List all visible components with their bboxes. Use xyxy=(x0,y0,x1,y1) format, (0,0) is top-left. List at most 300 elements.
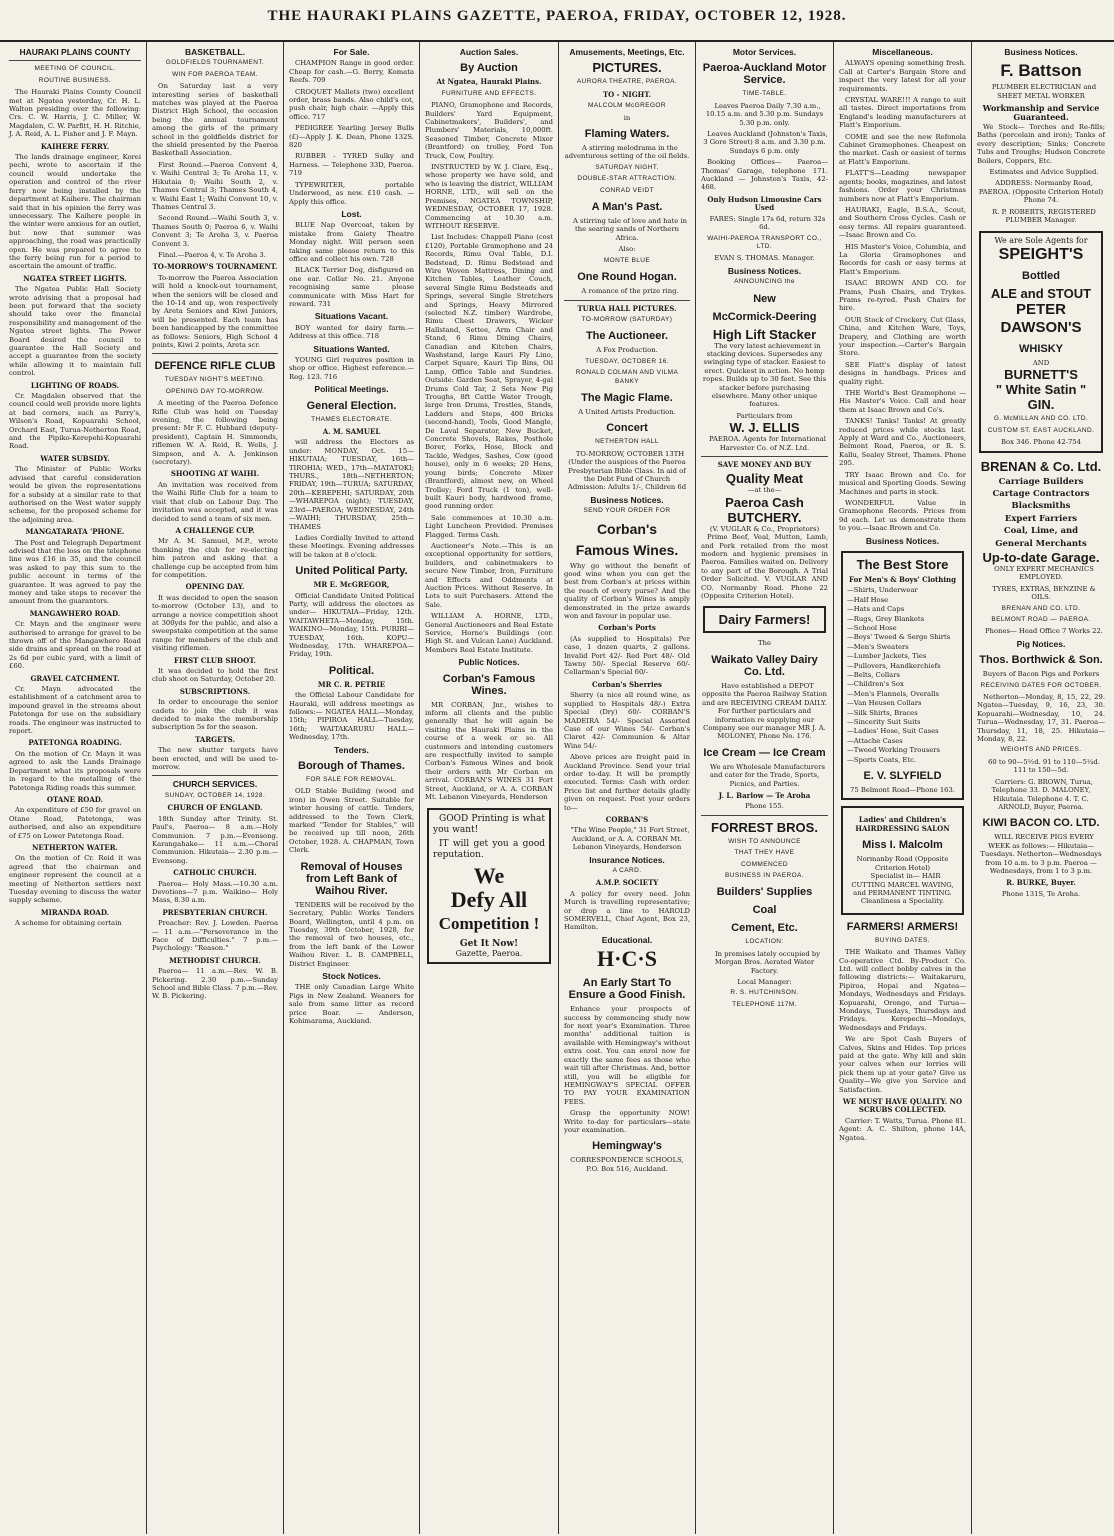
classified-ad: BOY wanted for dairy farm.— Address at this office. 718 xyxy=(289,323,414,341)
section-heading: Cartage Contractors xyxy=(992,488,1090,499)
subheading: CONRAD VEIDT xyxy=(600,186,654,194)
timetable: Leaves Auckland (Johnston's Taxis, 3 Gore Street) 8 a.m. and 3.30 p.m. Sundays 6 p.m. only xyxy=(703,130,828,155)
section-heading: At Ngatea, Hauraki Plains. xyxy=(436,77,542,87)
article-paragraph: Official Candidate United Political Party, will address the electors as under— HIKUTAIA—Friday, 12th. WAITAWHETA—Monday, 15th. WAIKINO—Monday, 15th. PURIRI—TUESDAY, 16th. KOPU—Wednesday, 17th. WHAREPOA—Friday, 19th. xyxy=(289,591,414,659)
heading: PICTURES. xyxy=(592,60,662,76)
subheading: G. McMILLAN AND CO. LTD. xyxy=(993,415,1089,423)
ad-headline: Coal xyxy=(752,904,777,917)
section-heading: J. L. Barlow — Te Aroha xyxy=(718,790,811,800)
subheading: GOLDFIELDS TOURNAMENT. xyxy=(165,59,265,67)
article-paragraph: Enhance your prospects of success by commencing study now for next year's Examination. Three months' additional tuition is available with Hemingway's without extra cost. You can enrol now for exactly the same fees as those who wait till after Christmas. And, better still, you will be eligible for HEMINGWAY'S SPECIAL OFFER TO PAY YOUR EXAMINATION FEES. xyxy=(564,1005,690,1106)
subheading: TUESDAY, OCTOBER 16. xyxy=(585,357,669,365)
heading: Paeroa-Auckland Motor Service. xyxy=(702,62,827,87)
article-paragraph: Phones— Head Office 7 Works 22. xyxy=(985,627,1103,636)
ad-text: GOOD Printing is what you want! xyxy=(433,813,545,835)
ad-headline: Paeroa Cash BUTCHERY. xyxy=(725,494,804,525)
heading: Educational. xyxy=(601,934,653,945)
ad-headline: McCormick-Deering xyxy=(712,310,817,323)
list-item: —Silk Shirts, Braces xyxy=(847,708,918,717)
divider xyxy=(701,815,828,816)
article-paragraph: Paeroa— 11 a.m.—Rev. W. B. Pickering. 2.30 p.m.—Sunday School and Bible Class. 7 p.m.—Rev. W. B. Pickering. xyxy=(152,967,278,1001)
section-heading: OTANE ROAD. xyxy=(46,794,104,804)
text: Phone 131S, Te Aroha. xyxy=(1001,889,1081,898)
subheading: LOCATION: xyxy=(745,938,784,946)
clothing-list xyxy=(847,586,958,764)
section-heading: CATHOLIC CHURCH. xyxy=(173,868,257,878)
article-paragraph: The Minister of Public Works advised that careful consideration would be given the representations for a subsidy at a similar rate to that authorised on the West water supply scheme, for the proposed scheme for the adjoining area. xyxy=(9,465,141,524)
classified-ad: ALWAYS opening something fresh. Call at Carter's Bargain Store and inspect the very latest for all your requirements. xyxy=(839,59,966,93)
section-heading: Carriage Builders xyxy=(998,476,1084,487)
section-heading: TARGETS. xyxy=(195,734,235,744)
article-paragraph: ADDRESS: Normanby Road, PAEROA. (Opposite Criterion Hotel) Phone 74. xyxy=(978,179,1104,205)
page-columns xyxy=(4,42,1110,1534)
heading: Miscellaneous. xyxy=(872,47,933,57)
heading: For Sale. xyxy=(333,47,370,57)
ad-headline: KIWI BACON CO. LTD. xyxy=(982,817,1100,830)
list-item: —Lumber Jackets, Ties xyxy=(847,652,927,661)
article-paragraph: "The Wine People," 31 Fort Street, Auckland, or A. A. CORBAN Mt. Lebanon Vineyards, Henderson xyxy=(570,826,690,852)
subheading: NETHERTON HALL xyxy=(595,438,659,446)
text: EVAN S. THOMAS. Manager. xyxy=(714,254,815,263)
article-paragraph: will address the Electors as under: MONDAY, Oct. 15—HIKUTAIA; TUESDAY, 16th—TIROHIA; WED., 17th—MATATOKI; THURS., 18th—NETHERTON; FRIDAY, 19th—TURUA; SATURDAY, 20th—KEREPEHI; SATURDAY, 20th—WHAREPOA (night); TUESDAY, 23rd—PAEROA; WEDNESDAY, 24th—WAIHI; THURSDAY, 25th—THAMES xyxy=(289,438,414,531)
subheading: WISH TO ANNOUNCE xyxy=(728,837,801,845)
section-heading: TO - NIGHT. xyxy=(602,89,652,99)
divider xyxy=(152,353,278,354)
section-heading: NETHERTON WATER. xyxy=(32,842,118,852)
classified-ad: TANKS! Tanks! Tanks! At greatly reduced prices while stocks last. Apply at Ward and Co., Auctioneers, Belmont Road, Paeroa, or R. S. Kallu, Sealey Street, Thames. Phone 295. xyxy=(839,417,966,468)
article-paragraph: Netherton—Monday, 8, 15, 22, 29. Ngatea—Tuesday, 9, 16, 23, 30. Kopuarahi—Wednesday, 10, 24. Turua—Wednesday, 17, 31. Paeroa—Thursday, 11, 18, 25. Hikutaia—Monday, 8, 22. xyxy=(977,693,1105,744)
section-heading: Blacksmiths xyxy=(1011,501,1071,512)
section-heading: WE MUST HAVE QUALITY. NO SCRUBS COLLECTED. xyxy=(842,1097,963,1115)
section-heading: PRESBYTERIAN CHURCH. xyxy=(162,907,268,917)
subheading: RONALD COLMAN AND VILMA BANKY xyxy=(575,369,679,385)
text: —at the— xyxy=(747,486,782,495)
heading: Business Notices. xyxy=(727,265,802,276)
section-heading: SAVE MONEY AND BUY xyxy=(717,460,812,469)
section-heading: CORBAN'S xyxy=(605,814,649,824)
classified-ad: BLUE Nap Overcoat, taken by mistake from Gaiety Theatre Monday night. Will person seen taking same please return to this office and collect his own. 728 xyxy=(289,221,414,263)
column-business-notices xyxy=(971,42,1110,1534)
heading: Motor Services. xyxy=(732,47,797,57)
text: Normanby Road (Opposite Criterion Hotel) xyxy=(856,855,949,872)
film-title: A Man's Past. xyxy=(591,201,663,214)
heading: Borough of Thames. xyxy=(298,760,405,773)
article-paragraph: 18th Sunday after Trinity. St. Paul's, Paeroa— 8 a.m.—Holy Communion. 7 p.m.—Evensong. Karangahake— 11 a.m.—Choral Communion. Hikutaia— 2.30 p.m.—Evensong. xyxy=(152,814,278,865)
section-heading: R. BURKE, Buyer. xyxy=(1006,878,1076,888)
section-heading: Corban's Ports xyxy=(598,623,656,633)
subheading: RECEIVING DATES FOR OCTOBER. xyxy=(980,681,1102,689)
text: Box 346. Phone 42-754 xyxy=(1001,438,1081,447)
article-paragraph: R. P. ROBERTS, REGISTERED PLUMBER Manager. xyxy=(992,207,1096,225)
text: We are Sole Agents for xyxy=(994,235,1088,245)
heading: Situations Vacant. xyxy=(314,311,389,322)
classified-ad: TRY Isaac Brown and Co. for musical and Sporting Goods. Sewing Machines and parts in stock. xyxy=(839,470,966,496)
heading: BASKETBALL. xyxy=(185,47,245,57)
subheading: AURORA THEATRE, PAEROA. xyxy=(576,78,678,86)
divider xyxy=(152,775,278,776)
list-item: —Children's Sox xyxy=(847,680,904,689)
article-paragraph: A scheme for obtaining certain xyxy=(15,919,122,928)
film-title: Flaming Waters. xyxy=(584,128,670,141)
article-paragraph: The Ngatea Public Hall Society wrote advising that a proposal had been put forward that the society should take over the financial responsibility and management of the Ngatea street lights. The Power Board desired the council to guarantee the Hall Society and accept a guarantee from the society while allowing it to maintain full control. xyxy=(9,285,141,378)
column-amusements xyxy=(558,42,695,1534)
article-paragraph: Cr. Mayn and the engineer were authorised to arrange for gravel to be thrown off of the Mangawhero Road side drains and spread on the road at 2s 6d per cubic yard, with a limit of £60. xyxy=(9,620,141,671)
list-item: —Shirts, Underwear xyxy=(847,586,918,595)
ad-headline: An Early Start To Ensure a Good Finish. xyxy=(568,977,686,1002)
classified-ad: CHAMPION Range in good order. Cheap for cash.—G. Berry, Komata Reefs. 709 xyxy=(289,59,414,85)
heading: Concert xyxy=(606,422,648,435)
article-paragraph: It was decided to hold the first club shoot on Saturday, October 20. xyxy=(152,667,278,684)
subheading: TUESDAY NIGHT'S MEETING. xyxy=(164,376,266,384)
ad-headline: Competition ! xyxy=(438,913,540,933)
text: Also: xyxy=(618,245,636,254)
ad-headline: SPEIGHT'S xyxy=(998,245,1084,263)
subheading: R. S. HUTCHINSON. xyxy=(730,989,799,997)
section-heading: TURUA HALL PICTURES. xyxy=(577,303,677,313)
liquor-ad xyxy=(979,231,1103,453)
section-heading: SUBSCRIPTIONS. xyxy=(179,686,251,696)
heading: Amusements, Meetings, Etc. xyxy=(569,47,685,57)
classified-ad: ISAAC BROWN AND CO. for Prams, Push Chairs, and Trykes. Prams re-tyred. Push Chairs for hire. xyxy=(839,279,966,313)
section-heading: CHURCH OF ENGLAND. xyxy=(167,803,263,813)
ad-headline: BURNETT'S xyxy=(1004,367,1078,383)
column-motor-services xyxy=(695,42,833,1534)
ad-headline: FARMERS! ARMERS! xyxy=(846,920,959,933)
ad-headline: Waikato Valley Dairy Co. Ltd. xyxy=(711,653,818,678)
classified-ad: COME and see the new Refonola Cabinet Gramophones. Cheapest on the market. Cash or easiest of terms at Flatt's Emporium. xyxy=(839,132,966,166)
classified-ad: CRYSTAL WARE!!! A range to suit all tastes. Direct importations from England's leading manufacturers at Flatt's Emporium. xyxy=(839,96,966,130)
price-list: Sherry (a nice all round wine, as supplied to Hospitals 48/-) Extra Special (Dry) 60/- CORBAN'S MADEIRA 54/- Special Assorted Case of our Wines 54/- Corban's Claret 42/- Communion & Altar Wine 54/- xyxy=(564,691,690,750)
subheading: ROUTINE BUSINESS. xyxy=(38,76,112,84)
ad-headline: High Lift Stacker xyxy=(712,326,817,342)
article-paragraph: 60 to 90—5½d. 91 to 110—5¼d. 111 to 150—5d. xyxy=(988,757,1100,775)
article-paragraph: In premises lately occupied by Morgan Bros. Aerated Water Factory. xyxy=(714,949,821,975)
section-heading: PATETONGA ROADING. xyxy=(28,738,122,748)
column-classifieds xyxy=(283,42,419,1534)
heading: Public Notices. xyxy=(458,657,520,668)
text: A United Artists Production. xyxy=(578,407,676,416)
subheading: OPENING DAY TO-MORROW. xyxy=(165,387,265,395)
heading: By Auction xyxy=(460,62,518,75)
heading: United Political Party. xyxy=(295,565,408,578)
list-item: —Ladies' Hose, Suit Cases xyxy=(847,727,939,736)
heading: Pig Notices. xyxy=(1016,638,1066,649)
article-paragraph: To-morrow the Paeroa Association will hold a knock-out tournament, when the seniors will be closed and the 10-14 and up, won respectively by Areta Seniors and Kiwi Juniors, will be presented. Each team has been handicapped by the committee as follows: Seniors, High School 4 points, Kiwi 2 points, Areta scr. xyxy=(152,273,278,349)
subheading: MONTE BLUE xyxy=(603,256,651,264)
ad-headline: W. J. ELLIS xyxy=(729,420,800,436)
candidate-name: MR E. McGREGOR, xyxy=(313,580,390,590)
ad-headline: Quality Meat xyxy=(725,471,804,487)
article-paragraph: Booking Offices— Paeroa—Thomas' Garage, telephone 171. Auckland — Johnston's Taxis, 42-468. xyxy=(701,158,828,192)
subheading: MALCOLM McGREGOR xyxy=(588,102,666,110)
section-heading: LIGHTING OF ROADS. xyxy=(30,380,120,390)
article-paragraph: Preacher: Rev. J. Lowden. Paeroa— 11 a.m.—"Perseverance in the Face of Difficulties." 7 p.m.—Psychology: "Reason." xyxy=(152,919,278,953)
subheading: ANNOUNCING the xyxy=(734,278,795,286)
subheading: FURNITURE AND EFFECTS. xyxy=(441,89,537,97)
heading: Business Notices. xyxy=(1004,47,1078,57)
article-paragraph: Estimates and Advice Supplied. xyxy=(989,168,1099,177)
hairdressing-ad xyxy=(841,806,964,914)
ad-headline: New xyxy=(753,292,776,305)
article-paragraph: FARES: Single 17s 6d, return 32s 6d. xyxy=(709,214,826,232)
price-list: (As supplied to Hospitals) Per case, 1 dozen quarts, 2 gallons. Invalid Port 42/- Red Port 48/- Old Tawny 50/- Special Reserve 60/- Cellarman's Special 60/- xyxy=(564,634,690,677)
section-heading: General Merchants xyxy=(995,538,1087,549)
subheading: MEETING OF COUNCIL. xyxy=(34,65,116,73)
article-paragraph: Sale commences at 10.30 a.m. Light Luncheon Provided. Premises Flagged. Terms Cash. xyxy=(425,513,553,539)
classified-ad: HAURAKI, Eagle, B.S.A., Scout, and Southern Cross Cycles. Cash or easy terms. All repairs guaranteed.—Isaac Brown and Co. xyxy=(839,205,966,240)
section-heading: OPENING DAY. xyxy=(185,582,245,592)
ad-headline: GIN. xyxy=(1027,397,1055,413)
section-heading: Ladies' and Children's HAIRDRESSING SALON xyxy=(855,815,950,833)
classified-ad: OUR Stock of Crockery, Cut Glass, China, and Kitchen Ware, Toys, Drapery, and Clothing are worth your inspection.—Carter's Bargain Store. xyxy=(839,315,966,358)
heading: Tenders. xyxy=(334,744,369,755)
article-paragraph: Auctioneer's Note.—This is an exceptional opportunity for settlers, builders, and cabinetmakers to secure New Timber, Iron, Furniture and Effects and Oddments at Auction Prices. Without Reserve. In Lots to suit Purchasers. Attend the Sale. xyxy=(425,541,553,609)
heading: Stock Notices. xyxy=(322,970,381,981)
text: in xyxy=(623,113,631,122)
article-paragraph: TO-MORROW, OCTOBER 13TH (Under the auspices of the Paeroa Presbyterian Bible Class. In aid of the Debt Fund of Church Admission: Adults 1/-, Children 6d xyxy=(567,449,687,492)
subheading: SATURDAY NIGHT. xyxy=(595,163,659,171)
ad-headline: Cement, Etc. xyxy=(731,922,798,935)
article-paragraph: Cr. Mayn advocated the establishment of a catchment area to impound gravel in the streams about Patetonga for use on the subsidiary roads. The engineer was instructed to report. xyxy=(9,685,141,736)
article-paragraph: The lands drainage engineer, Korei pechi, wrote to ascertain if the council would undertake the operation and control of the river ferry now being installed by the department at Kaihere. The chairman said that in his opinion the ferry was unnecessary. The Kaihere people in the winter were anxious for an outlet, but now that summer was approaching, the road was practically open. He was prepared to agree to the ferry being run for a period to ascertain the amount of traffic. xyxy=(9,153,141,271)
article-paragraph: We are Wholesale Manufacturers and cater for the Trade, Sports, Picnics, and Parties. xyxy=(709,762,825,788)
classified-ad: YOUNG Girl requires position in shop or office. Highest reference.—Reg. 123. 716 xyxy=(289,356,414,381)
ad-headline: FORREST BROS. xyxy=(711,819,818,835)
classified-ad: THE World's Best Gramophone —His Master's Voice. Call and hear them at Isaac Brown and Co's. xyxy=(839,389,966,414)
heading: DEFENCE RIFLE CLUB xyxy=(154,360,276,373)
article-paragraph: Why go without the benefit of good wine when you can get the best from Corban's at prices within the reach of every purse? And the quality of Corban's Wines is amply demonstrated in the prize awards won and favour in popular use. xyxy=(564,561,690,621)
masthead xyxy=(0,0,1114,42)
list-item: —School Hose xyxy=(847,623,897,632)
section-heading: Only Hudson Limousine Cars Used xyxy=(707,194,822,213)
article-paragraph: PLUMBER ELECTRICIAN and SHEET METAL WORKER xyxy=(991,83,1097,100)
list-item: —Pullovers, Handkerchiefs xyxy=(847,661,941,670)
clothing-store-ad xyxy=(841,551,964,801)
subheading: TO-MORROW (SATURDAY) xyxy=(581,315,673,323)
article-paragraph: Cr. Magdalen observed that the council could well provide more lights at bad corners, such as Parry's, Wilson's Road, Kopuarahi School, Orchard East, Turua-Netherton Road, and the Pipiko-Kerepehi-Kopuarahi Road. xyxy=(9,392,141,451)
article-paragraph: Above prices are freight paid in Auckland Province. Send your trial order to-day. It will be promptly executed. Terms: Cash with order. Price list and further details gladly given on request. Post your orders to— xyxy=(564,753,690,812)
section-heading: Expert Farriers xyxy=(1004,513,1078,524)
section-heading: NGATEA STREET LIGHTS. xyxy=(23,273,127,283)
list-item: —Attache Cases xyxy=(847,736,903,745)
ad-headline: Dairy Farmers! xyxy=(718,612,811,628)
ad-headline: PETER xyxy=(1015,300,1066,318)
ad-headline: The Best Store xyxy=(856,556,949,572)
ad-headline: Defy All xyxy=(450,886,528,912)
article-paragraph: Final.—Paeroa 4, v. Te Aroha 3. xyxy=(158,250,266,259)
subheading: CUSTOM ST. EAST AUCKLAND. xyxy=(987,426,1095,434)
ad-text: Get It Now! xyxy=(459,938,519,949)
subheading: TELEPHONE 117M. xyxy=(732,1000,797,1008)
heading: Removal of Houses from Left Bank of Waihou River. xyxy=(300,860,403,897)
subheading: COMMENCED xyxy=(741,860,788,868)
ad-headline: Builders' Supplies xyxy=(716,886,813,899)
classified-ad: PEDIGREE Yearling Jersey Bulls (£)—Apply J. K. Dean, Phone 132S. 820 xyxy=(289,124,414,150)
heading: Business Notices. xyxy=(865,535,940,546)
article-paragraph: PIANO, Gramophone and Records, Builders' Yard Equipment, Cabinetmakers', Builders', and Plumbers' Materials, 10,000ft. Seasoned Timber, Concrete Mixer (Brantford) on trolley, Ford Ton Truck, Cow, Poultry. xyxy=(425,101,553,160)
subheading: BRENAN AND CO. LTD. xyxy=(1001,604,1081,612)
ad-headline: F. Battson xyxy=(1000,61,1082,81)
article-paragraph: A meeting of the Paeroa Defence Rifle Club was held on Tuesday evening, the following being present: Mr F. C. Hubbard (deputy-president), Captain H. Simmonds, riflemen W. A. Reid, R. Wells, J. Simpson, and A. A. Jenkinson (secretary). xyxy=(152,399,278,467)
list-item: —Tweed Working Trousers xyxy=(847,746,941,755)
ad-headline: BRENAN & Co. Ltd. xyxy=(980,458,1102,474)
film-title: The Auctioneer. xyxy=(585,330,669,343)
timetable: Leaves Paeroa Daily 7.30 a.m., 10.15 a.m. and 5.30 p.m. Sundays 5.30 p.m. only. xyxy=(705,101,824,127)
column-county-council xyxy=(4,42,146,1534)
classified-ad: TYPEWRITER, portable Underwood, as new. £10 cash. —Apply this office. xyxy=(289,180,414,206)
ad-headline: Ice Cream — Ice Cream xyxy=(703,746,826,759)
subheading: SEND YOUR ORDER FOR xyxy=(583,507,671,515)
text: Buyers of Bacon Pigs and Porkers xyxy=(982,670,1100,679)
heading: Political. xyxy=(328,664,375,677)
article-paragraph: List Includes: Chappell Piano (cost £120), Portable Gramophone and 24 Records, Rimu Oval Table, D.I. Bedstead, D. Rimu Bedstead and Wire Woven Mattress, Dining and Kitchen Tables, Leather Couch, several Single Rimu Bedsteads and Springs, several Single Stretchers and Springs, Heavy Mirrored (selected N.Z. timber) Wardrobe, Rimu Chest Drawers, Wicker Hallstand, Settee, Arm Chair and Stand, 6 Rimu Dining Chairs, Canadian and Kitchen Chairs, Washstand, large Kauri Fly Lino, Carpet Square, Kauri Tip Bins, Oil Lamp, Office Table and Sundries. Outside: Garden Seat, Sprayer, 4-gal Drums Cold Tar, 2 Sets New Pig Troughs, 8ft Cattle Water Trough, large Iron Drums, Trestles, Stands, Ladders and Steps, 400 Bricks (second-hand), Tools, Good Mangle, De Laval Separator, New Bucket, Concrete Shovels, Rakes, Posthole Borer, Forks, Hose, Block and Tackle, Wedges, Sashes, Cow (good house), only in 6 weeks; 20 Hens, young birds; Concrete Mixer (Brantford), almost new, on Wheel Trolley; Ford Truck (1 ton), well-built Kauri body, hardwood frame, good running order. xyxy=(425,233,553,511)
ad-headline: WHISKY xyxy=(1019,342,1063,355)
heading: Insurance Notices. xyxy=(589,854,665,865)
article-paragraph: Have established a DEPOT opposite the Paeroa Railway Station and are RECEIVING CREAM DAILY. For further particulars and information re supplying our Company see our manager MR J. A. MOLONEY, Phone No. 176. xyxy=(701,681,827,741)
section-heading: A.M.P. SOCIETY xyxy=(595,878,659,888)
article-paragraph: Paeroa— Holy Mass.—10.30 a.m. Devotions—7 p.m. Waikino— Holy Mass, 8.30 a.m. xyxy=(152,879,278,905)
column-basketball-rifle-church xyxy=(146,42,283,1534)
section-heading: KAIHERE FERRY. xyxy=(40,141,110,151)
candidate-name: MR C. R. PETRIE xyxy=(317,679,386,689)
classified-ad: RUBBER - TYRED Sulky and Harness. — Telephone 33D, Paeroa. 719 xyxy=(289,152,414,178)
article-paragraph: Mr A. M. Samuel, M.P., wrote thanking the club for re-electing him patron and asking that a challenge cup be accepted from him for competition. xyxy=(152,537,278,579)
classified-ad: FLATT'S—Leading newspaper agents; books, magazines, and latest fashions. Order your Christmas numbers now at Flatt's Emporium. xyxy=(839,169,966,203)
list-item: —Van Heusen Collars xyxy=(847,699,922,708)
subheading: WIN FOR PAEROA TEAM. xyxy=(172,70,258,78)
heading: Situations Wanted. xyxy=(313,343,390,354)
divider xyxy=(564,300,690,301)
divider xyxy=(9,60,141,61)
article-paragraph: A policy for every need. John Murch is travelling representative; or drop a line to HAROLD SOMERVELL, Chief Agent, Box 23, Hamilton. xyxy=(564,889,690,932)
article-paragraph: INSTRUCTED by W. J. Clare, Esq., whose property we have sold, and who is leaving the district, WILLIAM HORNE, LTD., will sell on the Premises, NGATEA TOWNSHIP, WEDNESDAY, OCTOBER 17, 1928. Commencing at 10.30 a.m. WITHOUT RESERVE. xyxy=(425,163,553,230)
ad-headline: Bottled xyxy=(1022,269,1060,282)
article-paragraph: OLD Stable Building (wood and iron) in Owen Street. Suitable for winter housing of cattle. Tenders, addressed to the Town Clerk, marked "Tender for Stables," will be received up till noon, 26th October, 1928. A. CHAPMAN, Town Clerk. xyxy=(289,787,414,855)
divider xyxy=(701,456,828,457)
ad-headline: DAWSON'S xyxy=(1000,318,1082,336)
ad-headline: Corban's xyxy=(596,520,658,537)
article-paragraph: WILLIAM A. HORNE, LTD., General Auctioneers and Real Estate Service, Horne's Buildings (cor. High St. and Vulcan Lane) Auckland. Members Real Estate Institute. xyxy=(425,612,553,654)
text: 75 Belmont Road—Phone 163. xyxy=(850,786,955,795)
ad-headline: E. V. SLYFIELD xyxy=(863,770,942,783)
section-heading: A CHALLENGE CUP. xyxy=(175,525,255,535)
dairy-ad xyxy=(703,606,826,633)
article-paragraph: Carrier: T. Watts, Turua. Phone 81. Agent: A. C. Shilton, phone 14A, Ngatea. xyxy=(839,1116,966,1142)
article-paragraph: Carriers: G. BROWN, Turua, Telephone 33. D. MALONEY, Hikutaia. Telephone 4. T. C. ARNOLD, Buyer, Paeroa. xyxy=(991,777,1093,811)
text: (V. VUGLAR & Co., Proprietors) xyxy=(709,524,820,533)
article-paragraph: ONLY EXPERT MECHANICS EMPLOYED. xyxy=(994,564,1094,582)
section-heading: Workmanship and Service Guaranteed. xyxy=(982,103,1100,122)
article-paragraph: The very latest achievement in stacking devices. Supersedes any swinging type of stacker. Easiest to erect. Quickest in action. No hemp ropes. Builds up to 30 feet. See this stacker before purchasing elsewhere. Many other unique features. xyxy=(702,341,827,409)
list-item: —Hats and Caps xyxy=(847,605,905,614)
section-heading: Coal, Lime, and xyxy=(1003,526,1079,537)
section-heading: MANGAWHERO ROAD. xyxy=(29,608,121,618)
article-paragraph: On the motion of Cr. Reid it was agreed that the chairman and engineer represent the council at a meeting of Netherton settlers next Tuesday evening to discuss the water supply scheme. xyxy=(9,854,141,905)
article-paragraph: It was decided to open the season to-morrow (October 13), and to arrange a novice competition shoot at 300yds for the public, and also a sweepstake competition at the same range for members of the club and visiting riflemen. xyxy=(152,593,278,653)
subheading: WEIGHTS AND PRICES. xyxy=(1000,746,1082,754)
subheading: WAIHI-PAEROA TRANSPORT CO., LTD. xyxy=(707,234,822,250)
list-item: —Belts, Collars xyxy=(847,671,900,679)
section-heading: Corban's Sherries xyxy=(592,679,662,689)
classified-ad: SEE Flatt's display of latest designs in handbags. Prices and quality right. xyxy=(839,360,966,386)
subheading: SUNDAY, OCTOBER 14, 1928. xyxy=(164,791,266,799)
list-item: —Sports Coats, Etc. xyxy=(847,755,917,764)
ad-headline: Famous Wines. xyxy=(575,541,679,558)
list-item: —Half Hose xyxy=(847,595,889,604)
article-paragraph: We are Spot Cash Buyers of Calves, Skins and Hides. Top prices paid at the gate. Why kill and skin your calves when our lorries will pick them up at your gate? Give us Quality—We give you Service and Satisfaction. xyxy=(839,1035,966,1094)
subheading: BELMONT ROAD — PAEROA. xyxy=(991,616,1091,623)
subheading: THAT THEY HAVE xyxy=(734,849,795,857)
ad-headline: Miss I. Malcolm xyxy=(862,839,943,852)
article-paragraph: THE Waikato and Thames Valley Co-operative Ctd. By-Product Co. Ltd. will collect bobby calves in the following districts:— Waitakaruru, Pipiroa, Hopai and Ngatea—Mondays, Wednesdays and Fridays. Kopuarahi, Orongo, and Turua—Mondays, Tuesdays, Thursdays and Fridays. Kerepechi—Mondays, Wednesdays and Fridays. xyxy=(839,948,966,1032)
article-paragraph: First Round.—Paeroa Convent 4, v. Waihi Central 3; Te Aroha 11, v. Hikutaia 0; Waihi South 2, v. Thames Central 3; Thames South 4, v. Waihi East 1; Waihi Convent 10, v. Thames Central 3. xyxy=(152,160,278,211)
heading: CHURCH SERVICES. xyxy=(172,779,258,790)
section-heading: MANGATARATA 'PHONE. xyxy=(25,527,125,537)
article-paragraph: On the motion of Cr. Mayn it was agreed to ask the Lands Drainage Department what its proposals were in regard to the metalling of the Patetonga Riding roads this summer. xyxy=(9,749,141,792)
text: AND xyxy=(1032,358,1050,367)
article-paragraph: TYRES, EXTRAS, BENZINE & OILS. xyxy=(992,584,1096,602)
article-paragraph: An invitation was received from the Waihi Rifle Club for a team to visit that club on Labour Day. The invitation was accepted, and it was decided to send a team of six men. xyxy=(152,480,278,523)
subheading: BUSINESS IN PAEROA. xyxy=(725,871,804,879)
section-heading: WATER SUBSIDY. xyxy=(40,453,110,463)
article-paragraph: Second Round.—Waihi South 3, v. Thames South 0; Paeroa 6, v. Waihi Convent 3; Te Aroha 3, v. Paeroa Convent 3. xyxy=(152,214,278,248)
classified-ad: CROQUET Mallets (two) excellent order, brass bands. Also child's cot, push chair, high chair. —Apply this office. 717 xyxy=(289,87,414,121)
list-item: —Rugs, Grey Blankets xyxy=(847,614,925,623)
ad-headline: ALE and STOUT xyxy=(990,285,1092,301)
heading: Lost. xyxy=(341,208,362,219)
subheading: THAMES ELECTORATE. xyxy=(311,415,392,423)
section-heading: GRAVEL CATCHMENT. xyxy=(30,673,120,683)
section-heading: FIRST CLUB SHOOT. xyxy=(174,655,256,665)
article-paragraph: THE only Canadian Large White Pigs in New Zealand. Weaners for sale from same litter as record price Boar. — Anderson, Kohimarama, Auckland. xyxy=(289,983,414,1025)
article-paragraph: The Hauraki Plains County Council met at Ngatea yesterday, Cr. H. L. Walton presiding over the following: Crs. C. W. Harris, J. C. Miller, W. Magdalen, C. W. Parfitt, H. H. Ritchie, J. A. Reid, A. L. Fisher and J. F. Mayn. xyxy=(9,88,141,139)
article-paragraph: Grasp the opportunity NOW! Write to-day for particulars—state your examination. xyxy=(564,1109,690,1134)
article-paragraph: TENDERS will be received by the Secretary, Public Works Tenders Board, Wellington, until 4 p.m. on Tuesday, 30th October, 1928, for the removal of two houses, etc., from the left bank of the Lower Waihou River. L. B. CAMPBELL, District Engineer. xyxy=(289,900,414,968)
ad-text: Gazette, Paeroa. xyxy=(455,948,523,958)
heading: General Election. xyxy=(306,399,397,412)
subheading: A CARD. xyxy=(612,867,642,874)
column-miscellaneous xyxy=(833,42,971,1534)
newspaper-title: THE HAURAKI PLAINS GAZETTE, PAEROA, FRIDAY, OCTOBER 12, 1928. xyxy=(267,8,847,24)
ad-headline: We xyxy=(473,862,505,888)
article-paragraph: Ladies Cordially Invited to attend these Meetings. Evening addresses will be taken at 8 o'clock. xyxy=(289,533,414,559)
ad-headline: " White Satin " xyxy=(995,382,1087,398)
list-item: —Men's Flannels, Overalls xyxy=(847,689,939,698)
heading: Business Notices. xyxy=(590,494,664,505)
section-heading: METHODIST CHURCH. xyxy=(169,955,261,965)
ad-headline: Thos. Borthwick & Son. xyxy=(979,654,1103,667)
film-title: One Round Hogan. xyxy=(577,271,677,284)
candidate-name: A. M. SAMUEL xyxy=(322,427,381,437)
text: A Fox Production. xyxy=(596,346,658,355)
text: Local Manager: xyxy=(737,978,792,986)
article-paragraph: The Post and Telegraph Department advised that the loss on the telephone line was £16 in 35, and the council was asked to pay this sum to the public account in terms of the guarantee. It was agreed to pay the money and take steps to recover the amount from the guarantors. xyxy=(9,538,141,606)
section-heading: TO-MORROW'S TOURNAMENT. xyxy=(152,262,278,272)
subheading: FOR SALE FOR REMOVAL. xyxy=(306,776,397,784)
article-paragraph: WILL RECEIVE PIGS EVERY WEEK as follows:— Hikutaia—Tuesdays. Netherton—Wednesdays from 10 a.m. to 3 p.m. Paeroa — Wednesdays, from 1 to 3 p.m. xyxy=(980,833,1102,875)
list-item: —Boys' Tweed & Serge Shirts xyxy=(847,633,951,642)
article-paragraph: A stirring melodrama in the adventurous setting of the oil fields. xyxy=(564,144,690,161)
article-paragraph: the Official Labour Candidate for Hauraki, will address meetings as follows:— NGATEA HALL—Monday, 15th; PIPIROA HALL—Tuesday, 16th; WAITAKARURU HALL—Wednesday, 17th. xyxy=(289,691,414,742)
article-paragraph: MR CORBAN, Jnr., wishes to inform all clients and the public generally that he will again be visiting the Hauraki Plains in the course of a week or so. All customers and intending customers are respectfully invited to sample Corban's Famous Wines and book their orders with Mr Corban on arrival. CORBAN'S WINES 31 Fort Street, Auckland, or A. A. CORBAN Mt. Lebanon Vineyards, Henderson xyxy=(425,700,553,802)
ad-text: IT will get you a good reputation. xyxy=(433,838,545,860)
heading: Auction Sales. xyxy=(459,47,519,57)
section-heading: MIRANDA ROAD. xyxy=(40,907,110,917)
column-auction xyxy=(419,42,558,1534)
heading: Corban's Famous Wines. xyxy=(442,672,536,697)
subheading: TIME-TABLE. xyxy=(742,90,787,98)
list-item: —Sincerity Suit Suits xyxy=(847,718,921,727)
